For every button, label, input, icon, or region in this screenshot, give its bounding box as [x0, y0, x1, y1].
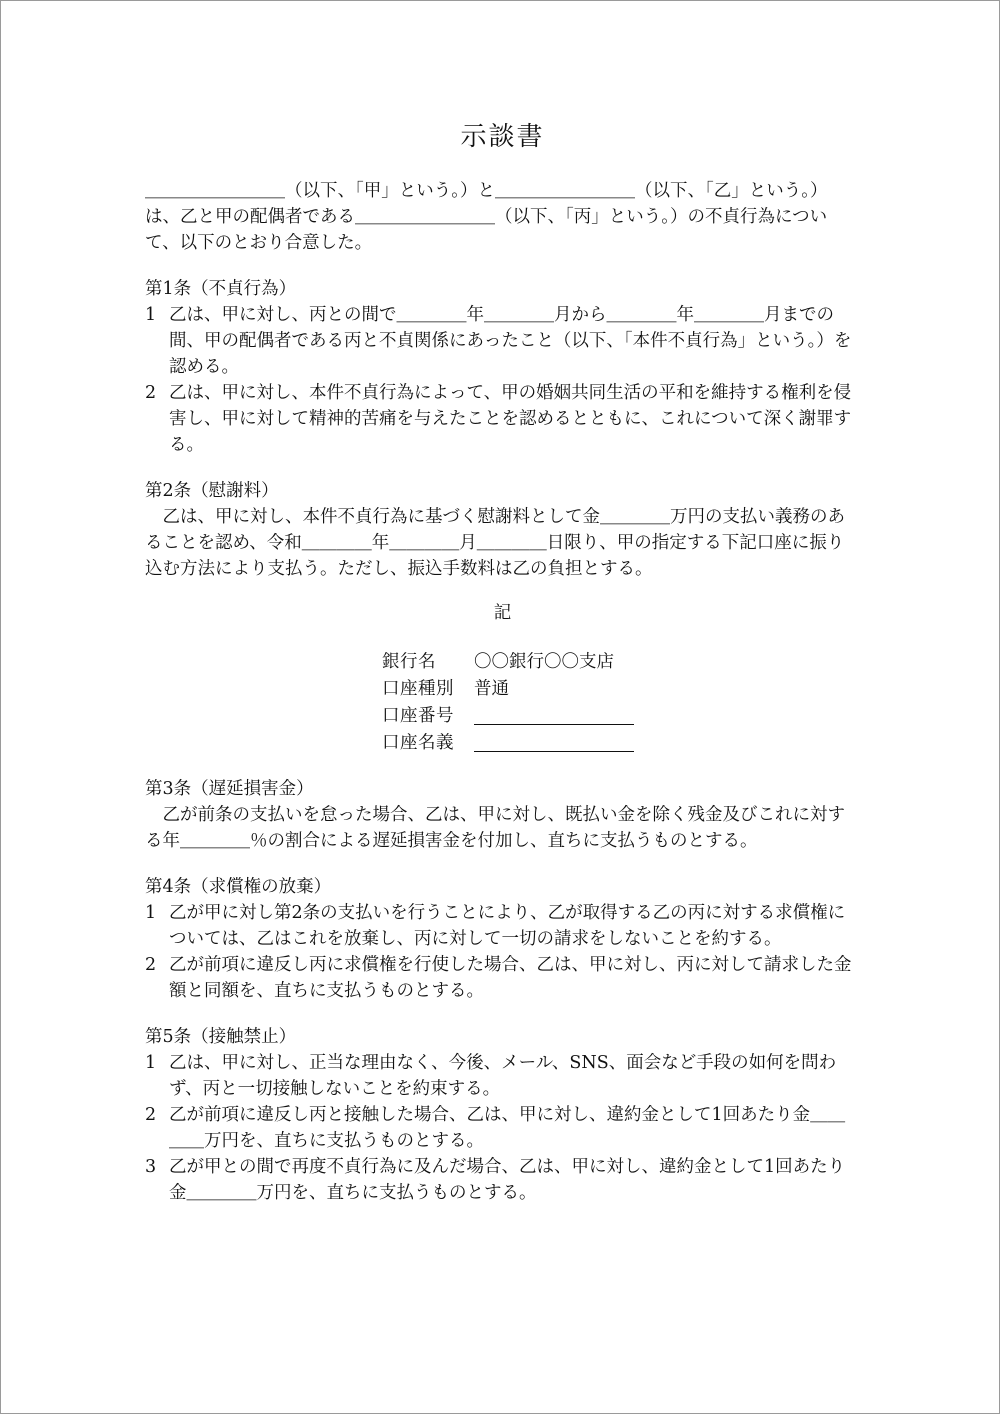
item-text: 乙が前項に違反し丙と接触した場合、乙は、甲に対し、違約金として1回あたり金＿＿＿＿万円を、直ちに支払うものとする。 — [169, 1105, 846, 1151]
account-type-label: 口座種別 — [382, 678, 454, 699]
article-item — [145, 952, 860, 1004]
article-item — [145, 1102, 860, 1154]
article-paragraph: 乙は、甲に対し、本件不貞行為に基づく慰謝料として金＿＿＿＿万円の支払い義務のあることを認め、令和＿＿＿＿年＿＿＿＿月＿＿＿＿日限り、甲の指定する下記口座に振り込む方法により支払う。ただし、振込手数料は乙の負担とする。 — [145, 507, 845, 579]
ki-label: 記 — [493, 603, 512, 623]
account-holder-label: 口座名義 — [382, 732, 454, 753]
bank-details — [382, 648, 682, 756]
account-number-blank — [474, 706, 634, 725]
item-text: 乙は、甲に対し、本件不貞行為によって、甲の婚姻共同生活の平和を維持する権利を侵害し、甲に対して精神的苦痛を与えたことを認めるとともに、これについて深く謝罪する。 — [169, 383, 852, 455]
intro-paragraph: ＿＿＿＿＿＿＿＿（以下、「甲」という。）と＿＿＿＿＿＿＿＿（以下、「乙」という。）は、乙と甲の配偶者である＿＿＿＿＿＿＿＿（以下、「丙」という。）の不貞行為について、以下のとおり合意した。 — [145, 181, 828, 253]
article-3 — [145, 776, 860, 854]
account-number-row — [382, 702, 682, 729]
account-number-label: 口座番号 — [382, 705, 454, 726]
item-text: 乙が甲との間で再度不貞行為に及んだ場合、乙は、甲に対し、違約金として1回あたり金＿＿＿＿万円を、直ちに支払うものとする。 — [169, 1157, 846, 1203]
item-number: 2 — [145, 955, 157, 975]
item-number: 2 — [145, 383, 157, 403]
bank-name-label: 銀行名 — [382, 651, 436, 672]
item-number: 1 — [145, 305, 157, 325]
item-text: 乙は、甲に対し、正当な理由なく、今後、メール、SNS、面会など手段の如何を問わず、丙と一切接触しないことを約束する。 — [169, 1053, 837, 1099]
item-text: 乙が甲に対し第2条の支払いを行うことにより、乙が取得する乙の丙に対する求償権については、乙はこれを放棄し、丙に対して一切の請求をしないことを約する。 — [169, 903, 846, 949]
article-5 — [145, 1024, 860, 1206]
article-heading: 第2条（慰謝料） — [145, 481, 279, 501]
item-number: 2 — [145, 1105, 157, 1125]
account-holder-row — [382, 729, 682, 756]
article-2 — [145, 478, 860, 582]
article-4 — [145, 874, 860, 1004]
item-text: 乙が前項に違反し丙に求償権を行使した場合、乙は、甲に対し、丙に対して請求した金額と同額を、直ちに支払うものとする。 — [169, 955, 852, 1001]
bank-name-row — [382, 648, 682, 675]
document-title: 示談書 — [460, 122, 545, 152]
account-holder-blank — [474, 733, 634, 752]
bank-name-value: 〇〇銀行〇〇支店 — [474, 651, 614, 672]
article-item — [145, 1154, 860, 1206]
account-type-row — [382, 675, 682, 702]
item-text: 乙は、甲に対し、丙との間で＿＿＿＿年＿＿＿＿月から＿＿＿＿年＿＿＿＿月までの間、甲の配偶者である丙と不貞関係にあったこと（以下、「本件不貞行為」という。）を認める。 — [169, 305, 852, 377]
article-item — [145, 302, 860, 380]
article-paragraph: 乙が前条の支払いを怠った場合、乙は、甲に対し、既払い金を除く残金及びこれに対する年＿＿＿＿％の割合による遅延損害金を付加し、直ちに支払うものとする。 — [145, 805, 845, 851]
document-body — [145, 120, 860, 1206]
account-type-value: 普通 — [474, 678, 509, 699]
article-heading: 第1条（不貞行為） — [145, 279, 297, 299]
article-item — [145, 1050, 860, 1102]
article-item — [145, 380, 860, 458]
item-number: 1 — [145, 903, 157, 923]
article-heading: 第3条（遅延損害金） — [145, 779, 314, 799]
article-item — [145, 900, 860, 952]
article-1 — [145, 276, 860, 458]
article-heading: 第4条（求償権の放棄） — [145, 877, 332, 897]
item-number: 3 — [145, 1157, 157, 1177]
article-heading: 第5条（接触禁止） — [145, 1027, 297, 1047]
item-number: 1 — [145, 1053, 157, 1073]
